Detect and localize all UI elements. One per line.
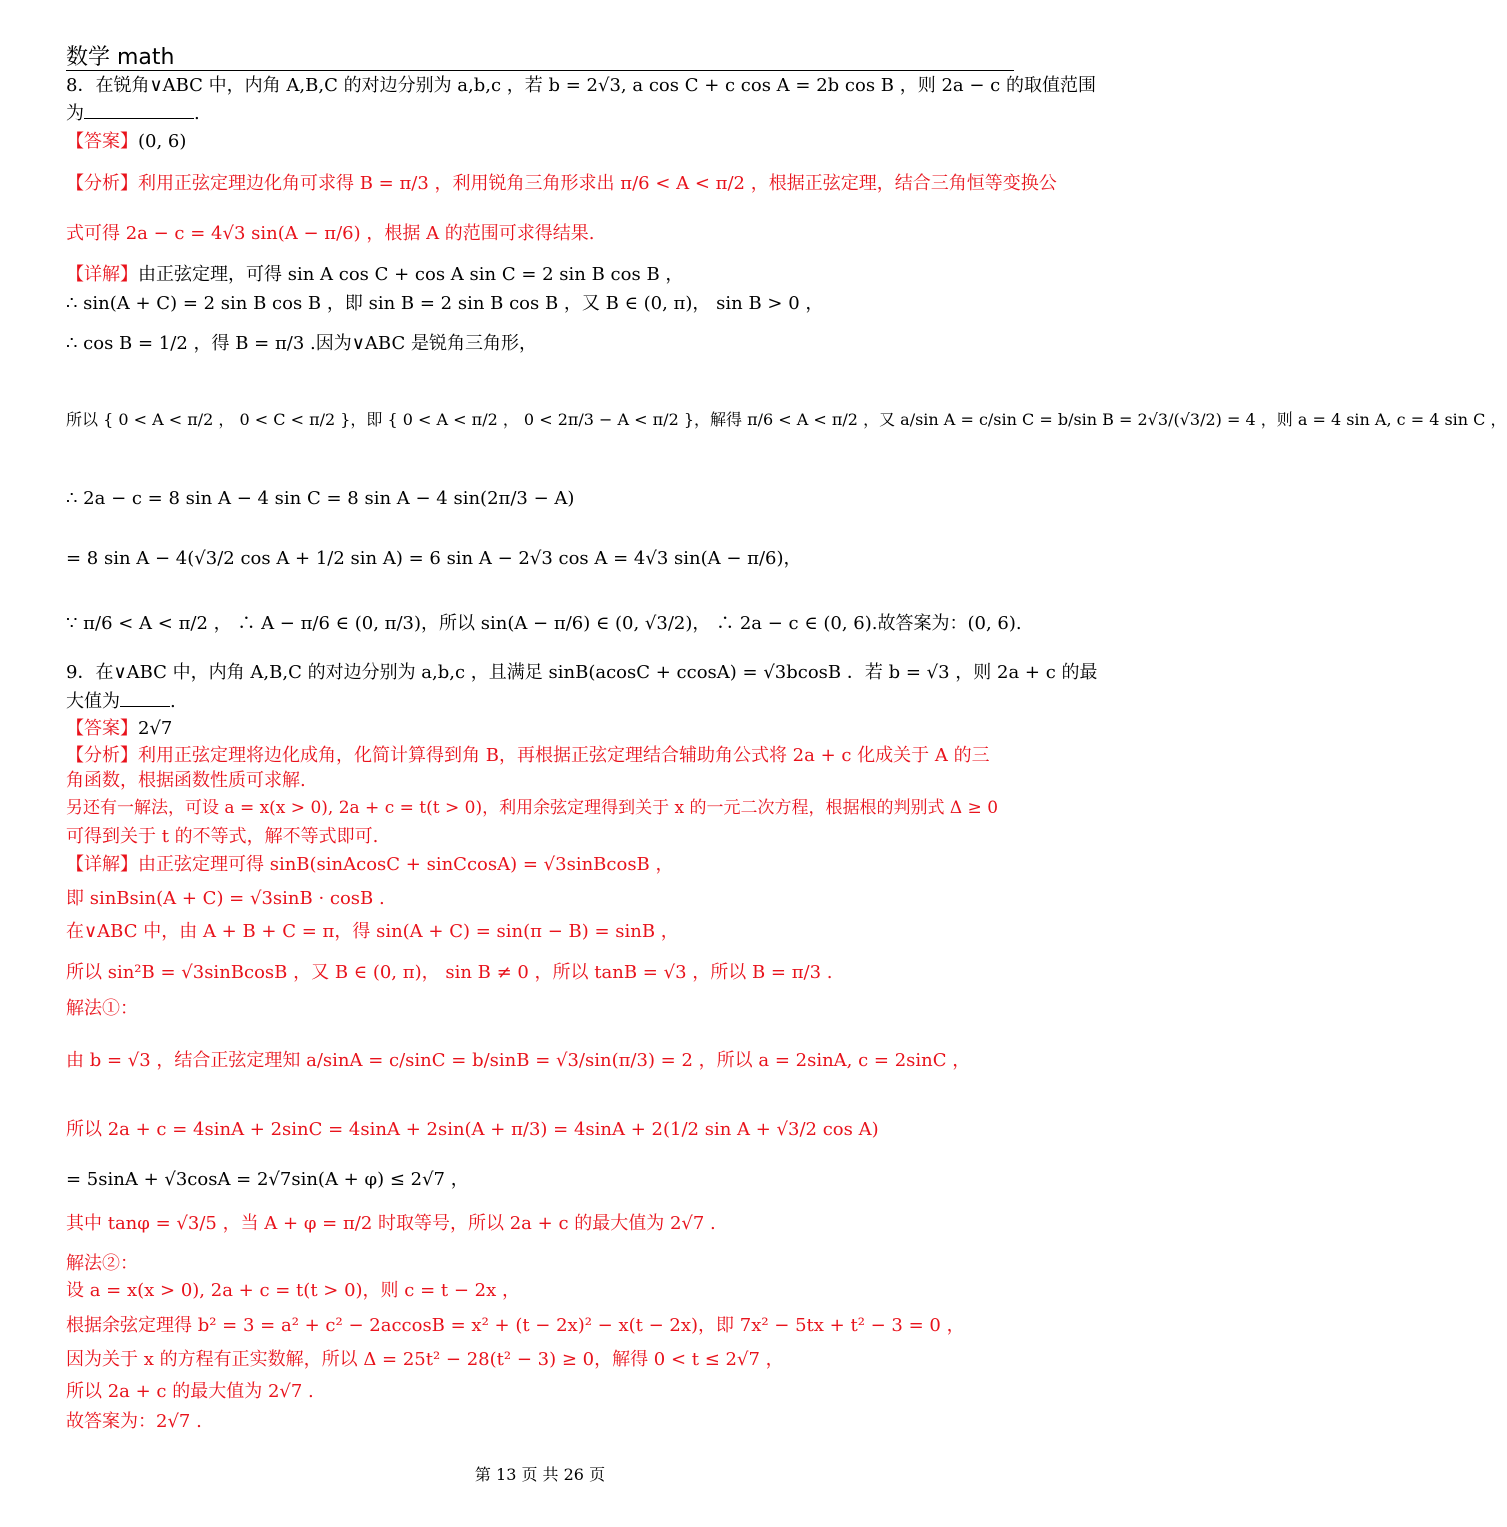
- q8-stem-end: .: [194, 103, 200, 124]
- q9-method-2-heading: 解法②：: [66, 1253, 138, 1274]
- q8-detail-line-4: 所以 { 0 < A < π/2 ， 0 < C < π/2 }，即 { 0 < A < π/2 ， 0 < 2π/3 − A < π/2 }，解得 π/6 < A < π/2 ，又 a/sin A = c/sin C = b/sin B = 2√3/(√3/2) = 4 ，则 a = 4 sin A, c = 4 sin C ，: [66, 410, 1507, 429]
- q8-stem-prefix: 为: [66, 103, 84, 124]
- q8-detail-line-7: ∵ π/6 < A < π/2 ， ∴ A − π/6 ∈ (0, π/3)，所以 sin(A − π/6) ∈ (0, √3/2)， ∴ 2a − c ∈ (0, 6).故答案为：(0, 6).: [66, 613, 1022, 634]
- q8-answer-blank: [84, 102, 194, 119]
- q8-detail-line-2: ∴ sin(A + C) = 2 sin B cos B ，即 sin B = 2 sin B cos B ，又 B ∈ (0, π)， sin B > 0 ，: [66, 293, 824, 314]
- q8-detail-line-6: = 8 sin A − 4(√3/2 cos A + 1/2 sin A) = 6 sin A − 2√3 cos A = 4√3 sin(A − π/6)，: [66, 548, 802, 569]
- q8-analysis-tag: 【分析】: [66, 173, 138, 194]
- q8-detail-line-3: ∴ cos B = 1/2 ，得 B = π/3 .因为∨ABC 是锐角三角形，: [66, 333, 537, 354]
- q9-detail-line-8: 其中 tanφ = √3/5 ，当 A + φ = π/2 时取等号，所以 2a + c 的最大值为 2√7 .: [66, 1213, 716, 1234]
- q9-answer: 2√7: [138, 718, 173, 739]
- q9-stem-prefix: 大值为: [66, 691, 120, 712]
- q9-analysis-line-2: 角函数，根据函数性质可求解.: [66, 770, 306, 791]
- q8-answer-line: [66, 130, 186, 154]
- q9-analysis-line-3: 另还有一解法，可设 a = x(x > 0), 2a + c = t(t > 0)，利用余弦定理得到关于 x 的一元二次方程，根据根的判别式 Δ ≥ 0: [66, 798, 999, 818]
- q8-analysis-line-2: 式可得 2a − c = 4√3 sin(A − π/6) ，根据 A 的范围可求得结果.: [66, 223, 595, 244]
- q9-method-1-heading: 解法①：: [66, 998, 138, 1019]
- q9-detail-line-13: 故答案为：2√7 .: [66, 1411, 202, 1432]
- q9-detail-line-7: = 5sinA + √3cosA = 2√7sin(A + φ) ≤ 2√7 ，: [66, 1169, 469, 1190]
- q9-detail-line-6: 所以 2a + c = 4sinA + 2sinC = 4sinA + 2sin(A + π/3) = 4sinA + 2(1/2 sin A + √3/2 cos A): [66, 1119, 879, 1140]
- page-number: 第 13 页 共 26 页: [474, 1465, 606, 1484]
- q9-detail-line-3: 在∨ABC 中，由 A + B + C = π，得 sin(A + C) = sin(π − B) = sinB ，: [66, 921, 679, 942]
- q8-detail-tag: 【详解】: [66, 264, 138, 285]
- q9-stem-line-1: 9．在∨ABC 中，内角 A,B,C 的对边分别为 a,b,c ，且满足 sinB(acosC + ccosA) = √3bcosB ．若 b = √3 ，则 2a + c 的最: [66, 662, 1098, 683]
- q8-answer: (0, 6): [138, 131, 187, 152]
- q8-analysis-line-1: [66, 172, 1057, 196]
- q9-stem-line-2: [66, 690, 176, 714]
- q9-detail-line-2: 即 sinBsin(A + C) = √3sinB · cosB .: [66, 888, 385, 909]
- q9-answer-blank: [120, 690, 170, 707]
- q8-analysis-text-1: 利用正弦定理边化角可求得 B = π/3 ，利用锐角三角形求出 π/6 < A < π/2 ，根据正弦定理，结合三角恒等变换公: [138, 173, 1057, 194]
- header-title: 数学 math: [66, 45, 175, 70]
- q9-detail-line-11: 因为关于 x 的方程有正实数解，所以 Δ = 25t² − 28(t² − 3) ≥ 0，解得 0 < t ≤ 2√7 ，: [66, 1349, 784, 1370]
- q9-analysis-line-1: [66, 744, 990, 768]
- q9-detail-text-1: 由正弦定理可得 sinB(sinAcosC + sinCcosA) = √3sinBcosB ，: [138, 854, 674, 875]
- q9-analysis-tag: 【分析】: [66, 745, 138, 766]
- q9-answer-tag: 【答案】: [66, 718, 138, 739]
- q9-detail-tag: 【详解】: [66, 854, 138, 875]
- q9-detail-line-4: 所以 sin²B = √3sinBcosB ，又 B ∈ (0, π)， sin B ≠ 0 ，所以 tanB = √3 ，所以 B = π/3 .: [66, 962, 833, 983]
- q9-analysis-line-4: 可得到关于 t 的不等式，解不等式即可.: [66, 826, 379, 847]
- q9-detail-line-9: 设 a = x(x > 0), 2a + c = t(t > 0)，则 c = t − 2x ，: [66, 1280, 520, 1301]
- header-rule: [66, 70, 1014, 71]
- q9-detail-line-5: 由 b = √3 ，结合正弦定理知 a/sinA = c/sinC = b/sinB = √3/sin(π/3) = 2 ，所以 a = 2sinA, c = 2sinC ，: [66, 1050, 971, 1071]
- q9-detail-line-10: 根据余弦定理得 b² = 3 = a² + c² − 2accosB = x² + (t − 2x)² − x(t − 2x)，即 7x² − 5tx + t² − 3 = 0 ，: [66, 1315, 965, 1336]
- q8-answer-tag: 【答案】: [66, 131, 138, 152]
- q9-detail-line-12: 所以 2a + c 的最大值为 2√7 .: [66, 1381, 314, 1402]
- q8-detail-line-5: ∴ 2a − c = 8 sin A − 4 sin C = 8 sin A − 4 sin(2π/3 − A): [66, 488, 575, 509]
- q8-detail-text-1: 由正弦定理，可得 sin A cos C + cos A sin C = 2 sin B cos B ，: [138, 264, 684, 285]
- q8-detail-line-1: [66, 263, 683, 287]
- q9-answer-line: [66, 717, 172, 741]
- q9-stem-end: .: [170, 691, 176, 712]
- q8-stem-line-2: [66, 102, 200, 126]
- q9-detail-line-1: [66, 853, 674, 877]
- q8-stem-line-1: 8．在锐角∨ABC 中，内角 A,B,C 的对边分别为 a,b,c ，若 b = 2√3, a cos C + c cos A = 2b cos B ，则 2a − c 的取值范围: [66, 75, 1096, 96]
- q9-analysis-text-1: 利用正弦定理将边化成角，化简计算得到角 B，再根据正弦定理结合辅助角公式将 2a + c 化成关于 A 的三: [138, 745, 990, 766]
